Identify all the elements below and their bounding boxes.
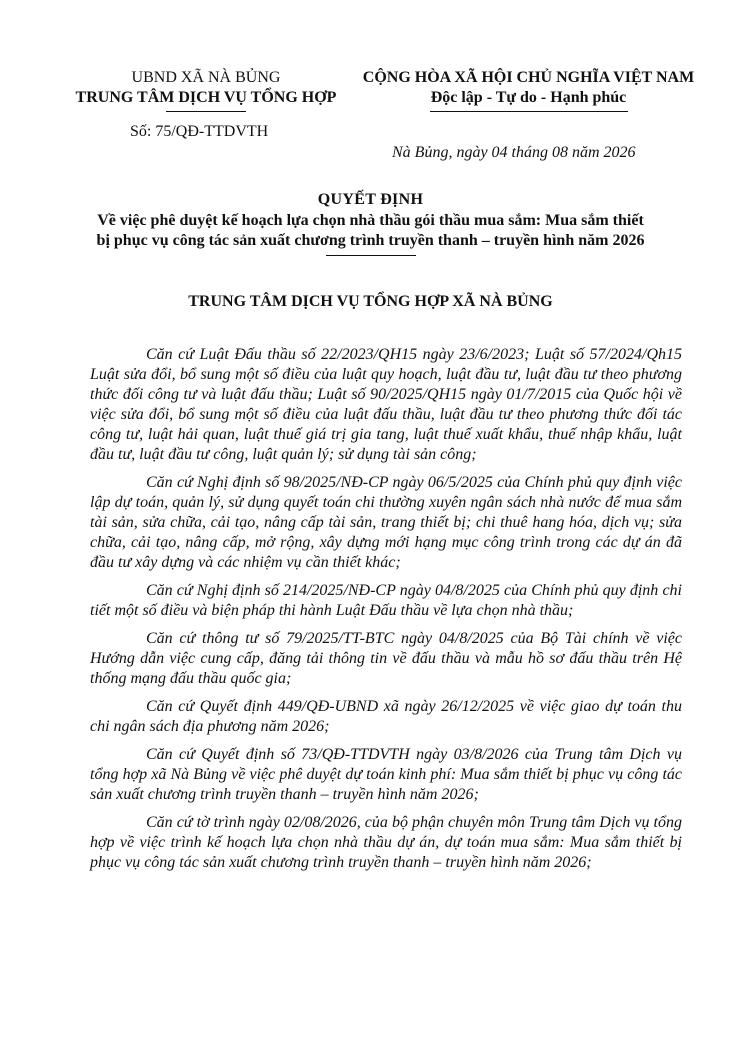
place-date: Nà Bủng, ngày 04 tháng 08 năm 2026 [392,144,636,161]
document-number: Số: 75/QĐ-TTDVTH [130,123,269,140]
title-block [96,190,645,256]
issuer-name: TRUNG TÂM DỊCH VỤ TỔNG HỢP XÃ NÀ BỦNG [188,293,553,310]
document-type: QUYẾT ĐỊNH [317,191,424,208]
basis-paragraph: Căn cứ Luật Đấu thầu số 22/2023/QH15 ngày 23/6/2023; Luật số 57/2024/Qh15 Luật sửa đổi, bổ sung một số điều của luật quy hoạch, luật đầu tư, luật đầu tư theo phương thức đối công tư và luật đấu thầu; Luật số 90/2025/QH15 ngày 01/7/2015 của Quốc hội về việc sửa đổi, bổ sung một số điều của luật đấu thầu, luật đầu tư theo phương thức đối tác công tư, luật hải quan, luật thuế giá trị gia tang, luật thuế xuất khẩu, thuế nhập khẩu, luật đầu tư, luật đầu tư công, luật quản lý; sử dụng tài sản công; [90,346,682,463]
agency-name: TRUNG TÂM DỊCH VỤ TỔNG HỢP [75,89,337,106]
national-motto: Độc lập - Tự do - Hạnh phúc [430,89,627,106]
basis-paragraph: Căn cứ Nghị định số 98/2025/NĐ-CP ngày 06/5/2025 của Chính phủ quy định việc lập dự toán, quản lý, sử dụng quyết toán chi thường xuyên ngân sách nhà nước để mua sắm tài sản, sửa chữa, cải tạo, nâng cấp tài sản, trang thiết bị; chi thuê hang hóa, dịch vụ; sửa chữa, cải tạo, nâng cấp, mở rộng, xây dựng mới hạng mục công trình trong các dự án đã đầu tư xây dựng và các nhiệm vụ cần thiết khác; [90,474,682,571]
legal-bases [90,345,682,881]
subject-underline [326,255,416,256]
basis-paragraph: Căn cứ Nghị định số 214/2025/NĐ-CP ngày 04/8/2025 của Chính phủ quy định chi tiết một số điều và biện pháp thi hành Luật Đấu thầu về lựa chọn nhà thầu; [90,582,682,619]
basis-paragraph: Căn cứ tờ trình ngày 02/08/2026, của bộ phận chuyên môn Trung tâm Dịch vụ tổng hợp về việc trình kế hoạch lựa chọn nhà thầu dự án, dự toán mua sắm: Mua sắm thiết bị phục vụ công tác sản xuất chương trình truyền thanh – truyền hình năm 2026; [90,814,682,871]
national-heading-block [356,68,701,112]
agency-parent: UBND XÃ NÀ BỦNG [131,69,281,86]
document-subject: Về việc phê duyệt kế hoạch lựa chọn nhà thầu gói thầu mua sắm: Mua sắm thiết bị phục vụ công tác sản xuất chương trình truyền thanh – truyền hình năm 2026 [96,212,645,249]
basis-paragraph: Căn cứ Quyết định 449/QĐ-UBND xã ngày 26/12/2025 về việc giao dự toán thu chi ngân sách địa phương năm 2026; [90,698,682,735]
nation-name: CỘNG HÒA XÃ HỘI CHỦ NGHĨA VIỆT NAM [362,69,695,86]
basis-paragraph: Căn cứ thông tư số 79/2025/TT-BTC ngày 04/8/2025 của Bộ Tài chính về việc Hướng dẫn việc cung cấp, đăng tải thông tin về đấu thầu và mẫu hồ sơ đấu thầu trên Hệ thống mạng đấu thầu quốc gia; [90,630,682,687]
agency-underline [166,111,246,112]
motto-underline [430,111,628,112]
basis-paragraph: Căn cứ Quyết định số 73/QĐ-TTDVTH ngày 03/8/2026 của Trung tâm Dịch vụ tổng hợp xã Nà Bủng về việc phê duyệt dự toán kinh phí: Mua sắm thiết bị phục vụ công tác sản xuất chương trình truyền thanh – truyền hình năm 2026; [90,746,682,803]
issuing-agency-block [60,68,352,112]
